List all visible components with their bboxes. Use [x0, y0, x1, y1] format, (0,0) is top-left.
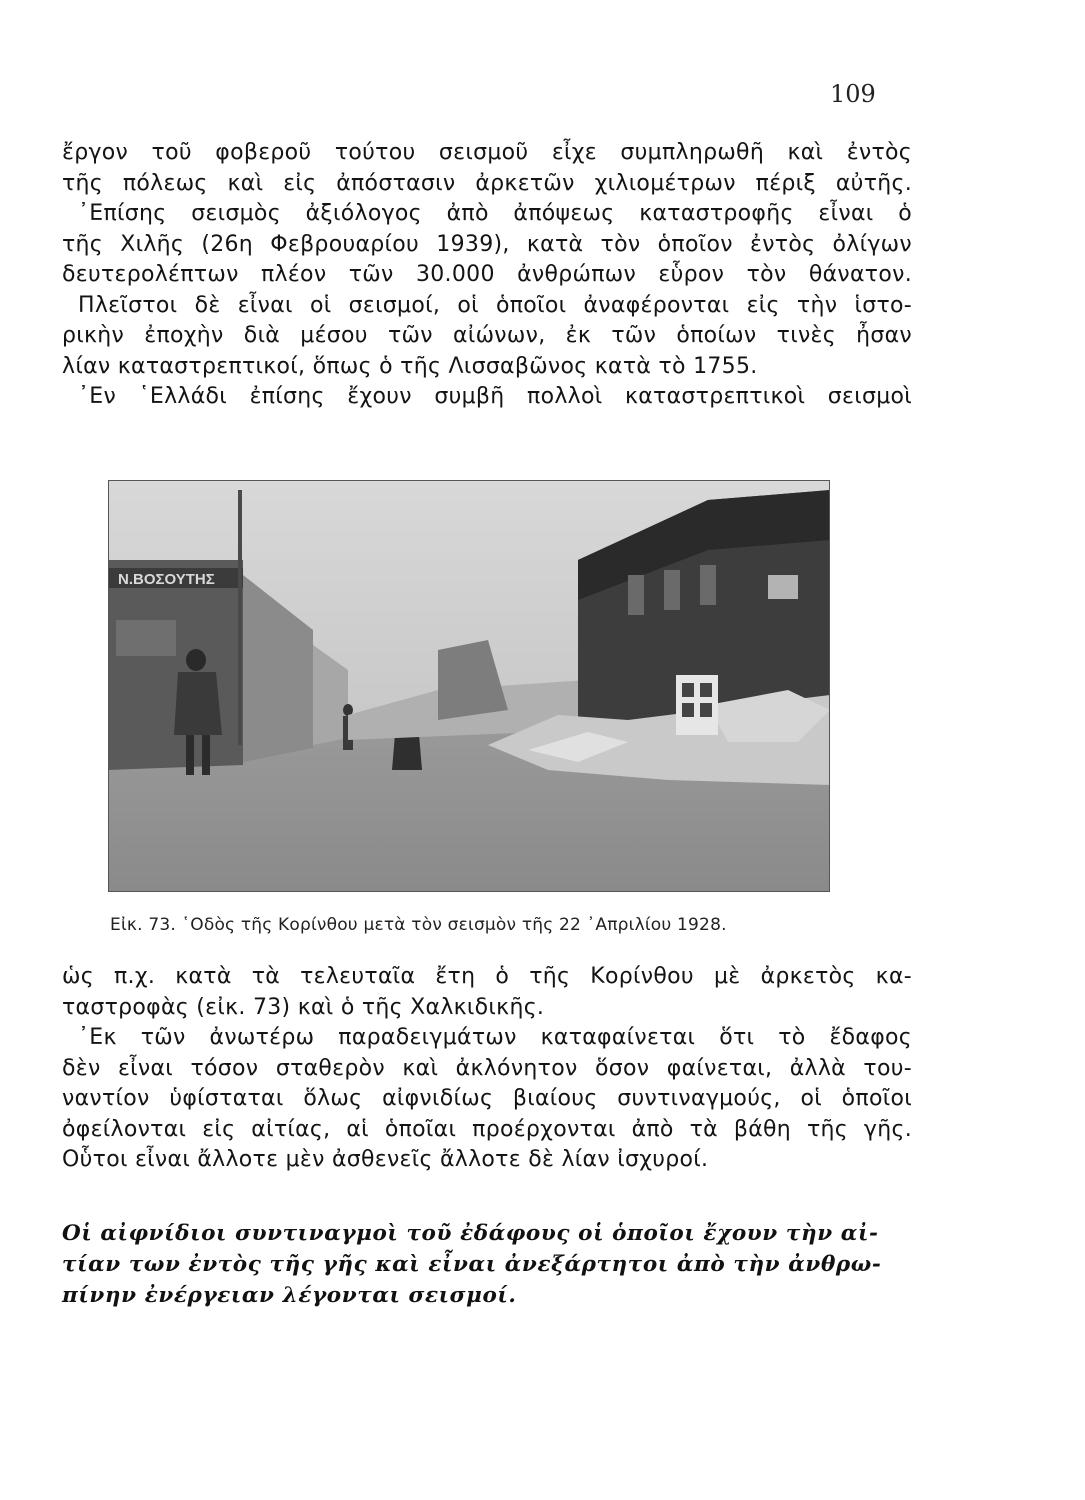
text-line: ἔργον τοῦ φοβεροῦ τούτου σεισμοῦ εἶχε συμπληρωθῆ καὶ ἐντὸς: [62, 140, 912, 165]
text-line: ρικὴν ἐποχὴν διὰ μέσου τῶν αἰώνων, ἐκ τῶν ὁποίων τινὲς ἦσαν: [62, 323, 912, 348]
photo-illustration: [108, 480, 830, 892]
paragraph-2: [62, 962, 912, 1176]
text-line: ᾿Εν ῾Ελλάδι ἐπίσης ἔχουν συμβῆ πολλοὶ καταστρεπτικοὶ σεισμοὶ: [78, 384, 912, 409]
page-number: 109: [830, 80, 876, 108]
text-line: τῆς πόλεως καὶ εἰς ἀπόστασιν ἀρκετῶν χιλιομέτρων πέριξ αὐτῆς.: [62, 170, 912, 196]
text-line: ᾿Εκ τῶν ἀνωτέρω παραδειγμάτων καταφαίνεται ὅτι τὸ ἔδαφος: [78, 1025, 912, 1050]
definition-block: [62, 1218, 924, 1311]
text-line: Πλεῖστοι δὲ εἶναι οἱ σεισμοί, οἱ ὁποῖοι ἀναφέρονται εἰς τὴν ἱστο-: [78, 292, 912, 318]
text-line: λίαν καταστρεπτικοί, ὅπως ὁ τῆς Λισσαβῶνος κατὰ τὸ 1755.: [62, 353, 758, 379]
definition-line: τίαν των ἐντὸς τῆς γῆς καὶ εἶναι ἀνεξάρτητοι ἀπὸ τὴν ἀνθρω-: [62, 1252, 882, 1277]
definition-line: Οἱ αἰφνίδιοι συντιναγμοὶ τοῦ ἐδάφους οἱ ὁποῖοι ἔχουν τὴν αἰ-: [62, 1221, 879, 1246]
text-line: δὲν εἶναι τόσον σταθερὸν καὶ ἀκλόνητον ὅσον φαίνεται, ἀλλὰ του-: [62, 1055, 912, 1081]
text-line: ᾿Επίσης σεισμὸς ἀξιόλογος ἀπὸ ἀπόψεως καταστροφῆς εἶναι ὁ: [78, 201, 912, 226]
figure-caption: Εἰκ. 73. ῾Οδὸς τῆς Κορίνθου μετὰ τὸν σεισμὸν τῆς 22 ᾿Απριλίου 1928.: [110, 915, 727, 935]
paragraph-1: [62, 138, 912, 413]
definition-line: πίνην ἐνέργειαν λέγονται σεισμοί.: [62, 1283, 517, 1308]
text-line: Οὗτοι εἶναι ἄλλοτε μὲν ἀσθενεῖς ἄλλοτε δὲ λίαν ἰσχυροί.: [62, 1147, 709, 1172]
corinth-earthquake-photo: [108, 480, 830, 892]
text-line: ταστροφὰς (εἰκ. 73) καὶ ὁ τῆς Χαλκιδικῆς.: [62, 994, 545, 1020]
text-line: ναντίον ὑφίσταται ὅλως αἰφνιδίως βιαίους συντιναγμούς, οἱ ὁποῖοι: [62, 1086, 912, 1111]
text-line: τῆς Χιλῆς (26η Φεβρουαρίου 1939), κατὰ τὸν ὁποῖον ἐντὸς ὀλίγων: [62, 231, 912, 257]
text-line: ὀφείλονται εἰς αἰτίας, αἱ ὁποῖαι προέρχονται ἀπὸ τὰ βάθη τῆς γῆς.: [62, 1116, 912, 1142]
text-line: ὡς π.χ. κατὰ τὰ τελευταῖα ἔτη ὁ τῆς Κορίνθου μὲ ἀρκετὸς κα-: [62, 964, 912, 989]
sign-text: Ν.ΒΟΣΟΥΤΗΣ: [118, 571, 215, 588]
text-line: δευτερολέπτων πλέον τῶν 30.000 ἀνθρώπων εὗρον τὸν θάνατον.: [62, 262, 912, 287]
